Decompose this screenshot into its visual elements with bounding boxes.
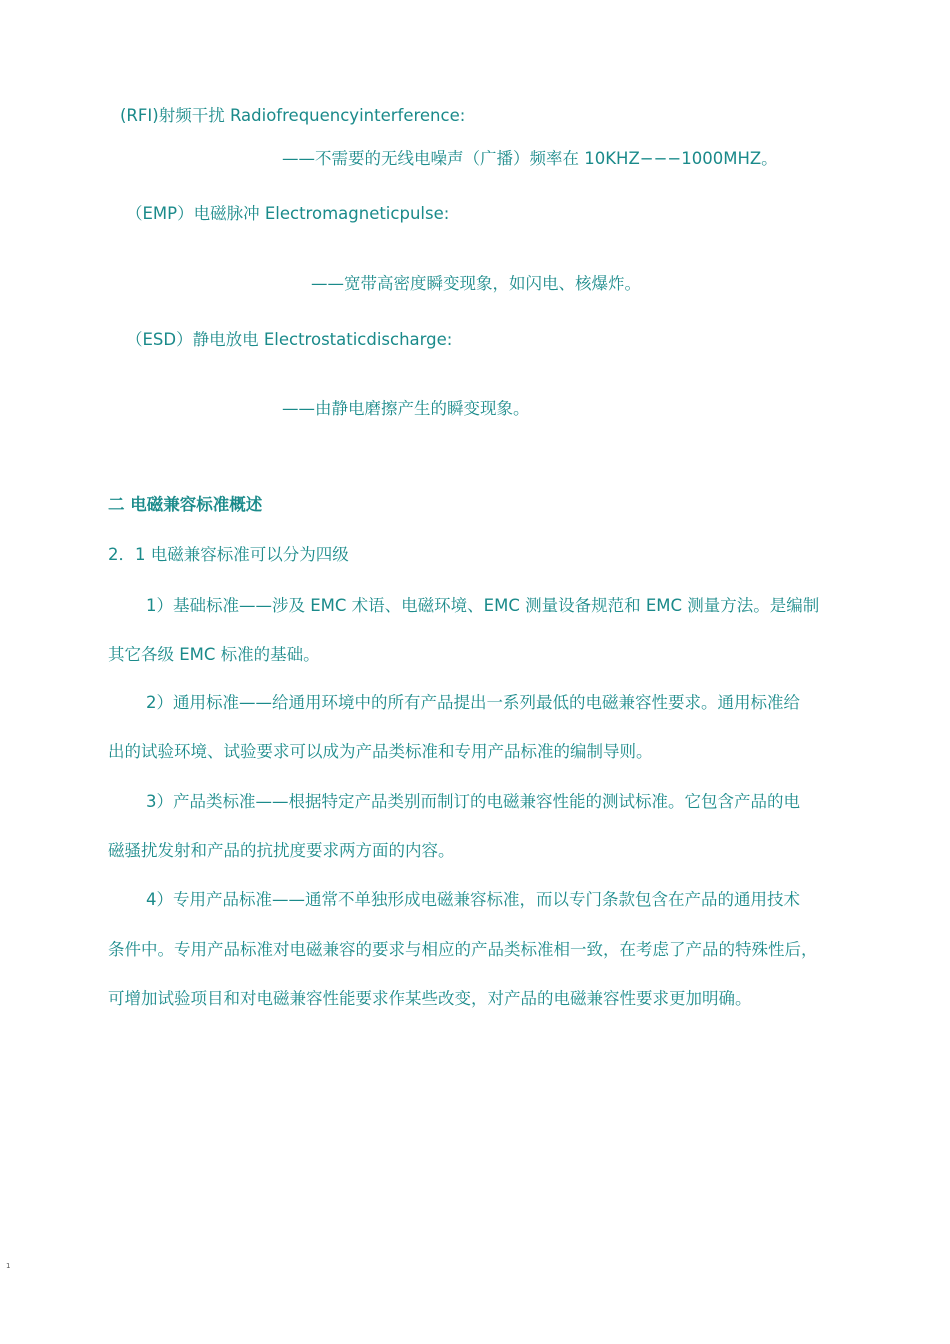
paragraph-line: 4）专用产品标准——通常不单独形成电磁兼容标准，而以专门条款包含在产品的通用技术 — [146, 890, 800, 909]
paragraph-line: 2）通用标准——给通用环境中的所有产品提出一系列最低的电磁兼容性要求。通用标准给 — [146, 693, 800, 712]
section-subheading: 2．1 电磁兼容标准可以分为四级 — [108, 545, 349, 564]
paragraph-line: 其它各级 EMC 标准的基础。 — [108, 645, 320, 664]
term-esd-label: （ESD）静电放电 Electrostaticdischarge: — [126, 330, 453, 349]
paragraph-line: 条件中。专用产品标准对电磁兼容的要求与相应的产品类标准相一致，在考虑了产品的特殊性后， — [108, 940, 818, 959]
paragraph-line: 磁骚扰发射和产品的抗扰度要求两方面的内容。 — [108, 841, 455, 860]
term-rfi-definition: ——不需要的无线电噪声（广播）频率在 10KHZ−−−1000MHZ。 — [282, 149, 778, 168]
term-emp-label: （EMP）电磁脉冲 Electromagneticpulse: — [126, 204, 450, 223]
section-heading: 二 电磁兼容标准概述 — [108, 495, 263, 514]
term-emp-definition: ——宽带高密度瞬变现象，如闪电、核爆炸。 — [311, 274, 641, 293]
page-number: 1 — [6, 1262, 11, 1270]
paragraph-line: 可增加试验项目和对电磁兼容性能要求作某些改变，对产品的电磁兼容性要求更加明确。 — [108, 989, 752, 1008]
paragraph-line: 3）产品类标准——根据特定产品类别而制订的电磁兼容性能的测试标准。它包含产品的电 — [146, 792, 800, 811]
term-esd-definition: ——由静电磨擦产生的瞬变现象。 — [282, 399, 530, 418]
paragraph-line: 1）基础标准——涉及 EMC 术语、电磁环境、EMC 测量设备规范和 EMC 测量方法。是编制 — [146, 596, 820, 615]
term-rfi-label: (RFI)射频干扰 Radiofrequencyinterference: — [120, 106, 466, 125]
paragraph-line: 出的试验环境、试验要求可以成为产品类标准和专用产品标准的编制导则。 — [108, 742, 653, 761]
